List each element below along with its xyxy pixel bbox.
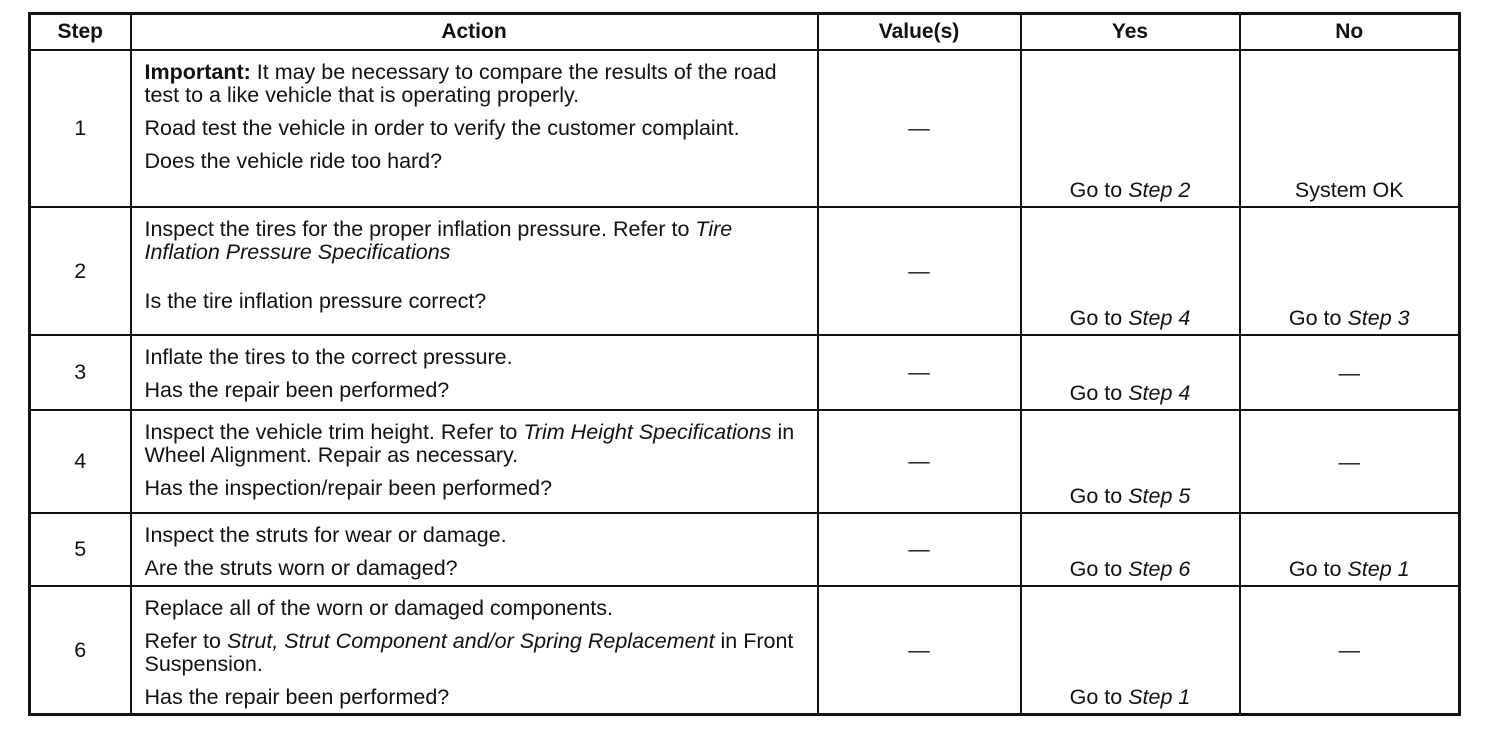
text-run: — [1338, 638, 1360, 662]
action-paragraph [145, 597, 809, 620]
italic-text: Step 4 [1128, 306, 1191, 330]
value-cell: — [818, 50, 1021, 207]
text-run: — [1338, 360, 1360, 385]
action-paragraph [145, 686, 809, 709]
text-run: Road test the vehicle in order to verify the customer complaint. [144, 116, 740, 140]
text-run: in Wheel Alignment. Repair as necessary. [144, 420, 795, 467]
value-cell: — [818, 586, 1021, 715]
yes-cell [1021, 50, 1240, 207]
step-number: 3 [30, 335, 131, 410]
value-cell: — [818, 207, 1021, 335]
text-run: Go to [1069, 306, 1129, 330]
action-cell [131, 586, 818, 715]
text-run: Inspect the vehicle trim height. Refer to [144, 420, 524, 444]
table-row [30, 207, 1460, 335]
text-run: Are the struts worn or damaged? [144, 556, 458, 580]
action-paragraph [145, 218, 809, 264]
text-run: Go to [1069, 178, 1129, 202]
action-cell [131, 207, 818, 335]
italic-text: Step 5 [1128, 484, 1191, 508]
yes-cell [1021, 410, 1240, 513]
text-run: Replace all of the worn or damaged components. [144, 596, 613, 620]
italic-text: Step 2 [1128, 178, 1191, 202]
value-cell: — [818, 335, 1021, 410]
text-run: Has the inspection/repair been performed? [144, 476, 553, 500]
italic-text: Trim Height Specifications [523, 420, 772, 444]
action-paragraph [145, 630, 809, 676]
table-row [30, 410, 1460, 513]
action-paragraph [145, 346, 809, 369]
text-run: System OK [1294, 178, 1404, 202]
header-action: Action [131, 14, 818, 51]
table-body [30, 50, 1460, 715]
header-yes: Yes [1021, 14, 1240, 51]
text-run: Has the repair been performed? [144, 378, 450, 402]
text-run: Go to [1069, 484, 1129, 508]
step-number: 4 [30, 410, 131, 513]
table-row [30, 50, 1460, 207]
italic-text: Strut, Strut Component and/or Spring Replacement [226, 629, 715, 653]
step-number: 6 [30, 586, 131, 715]
action-cell [131, 513, 818, 586]
paragraph-gap [145, 274, 809, 290]
italic-text: Step 1 [1128, 685, 1191, 709]
text-run: Go to [1069, 557, 1129, 581]
table-row [30, 586, 1460, 715]
italic-text: Step 1 [1347, 557, 1410, 581]
no-cell [1240, 513, 1460, 586]
no-cell [1240, 50, 1460, 207]
text-run: Does the vehicle ride too hard? [144, 149, 443, 173]
yes-cell [1021, 335, 1240, 410]
italic-text: Step 3 [1347, 306, 1410, 330]
yes-cell [1021, 207, 1240, 335]
no-cell [1240, 335, 1460, 410]
table-row [30, 513, 1460, 586]
text-run: Has the repair been performed? [144, 685, 450, 709]
yes-cell [1021, 513, 1240, 586]
step-number: 2 [30, 207, 131, 335]
action-paragraph [145, 290, 809, 313]
action-paragraph [145, 379, 809, 402]
bold-text: Important: [144, 60, 251, 84]
text-run: — [1338, 449, 1360, 474]
italic-text: Step 4 [1128, 381, 1191, 405]
action-paragraph [145, 117, 809, 140]
action-paragraph [145, 150, 809, 173]
action-paragraph [145, 557, 809, 580]
action-paragraph [145, 477, 809, 500]
action-cell [131, 50, 818, 207]
action-paragraph [145, 524, 809, 547]
no-cell [1240, 207, 1460, 335]
text-run: Go to [1288, 557, 1348, 581]
header-values: Value(s) [818, 14, 1021, 51]
header-step: Step [30, 14, 131, 51]
text-run: Inflate the tires to the correct pressure. [144, 345, 513, 369]
text-run: It may be necessary to compare the results of the road test to a like vehicle that is operating properly. [144, 60, 777, 107]
text-run: Inspect the tires for the proper inflation pressure. Refer to [144, 217, 696, 241]
no-cell [1240, 586, 1460, 715]
text-run: Go to [1288, 306, 1348, 330]
header-row [30, 14, 1460, 51]
yes-cell [1021, 586, 1240, 715]
value-cell: — [818, 513, 1021, 586]
step-number: 1 [30, 50, 131, 207]
italic-text: Tire Inflation Pressure Specifications [144, 217, 733, 264]
text-run: Go to [1069, 685, 1129, 709]
header-no: No [1240, 14, 1460, 51]
step-number: 5 [30, 513, 131, 586]
text-run: Refer to [144, 629, 227, 653]
action-paragraph [145, 61, 809, 107]
action-cell [131, 335, 818, 410]
table-row [30, 335, 1460, 410]
value-cell: — [818, 410, 1021, 513]
text-run: Go to [1069, 381, 1129, 405]
text-run: in Front Suspension. [144, 629, 794, 676]
text-run: Inspect the struts for wear or damage. [144, 523, 507, 547]
italic-text: Step 6 [1128, 557, 1191, 581]
action-cell [131, 410, 818, 513]
action-paragraph [145, 421, 809, 467]
diagnostic-table [28, 12, 1461, 716]
no-cell [1240, 410, 1460, 513]
text-run: Is the tire inflation pressure correct? [144, 289, 487, 313]
